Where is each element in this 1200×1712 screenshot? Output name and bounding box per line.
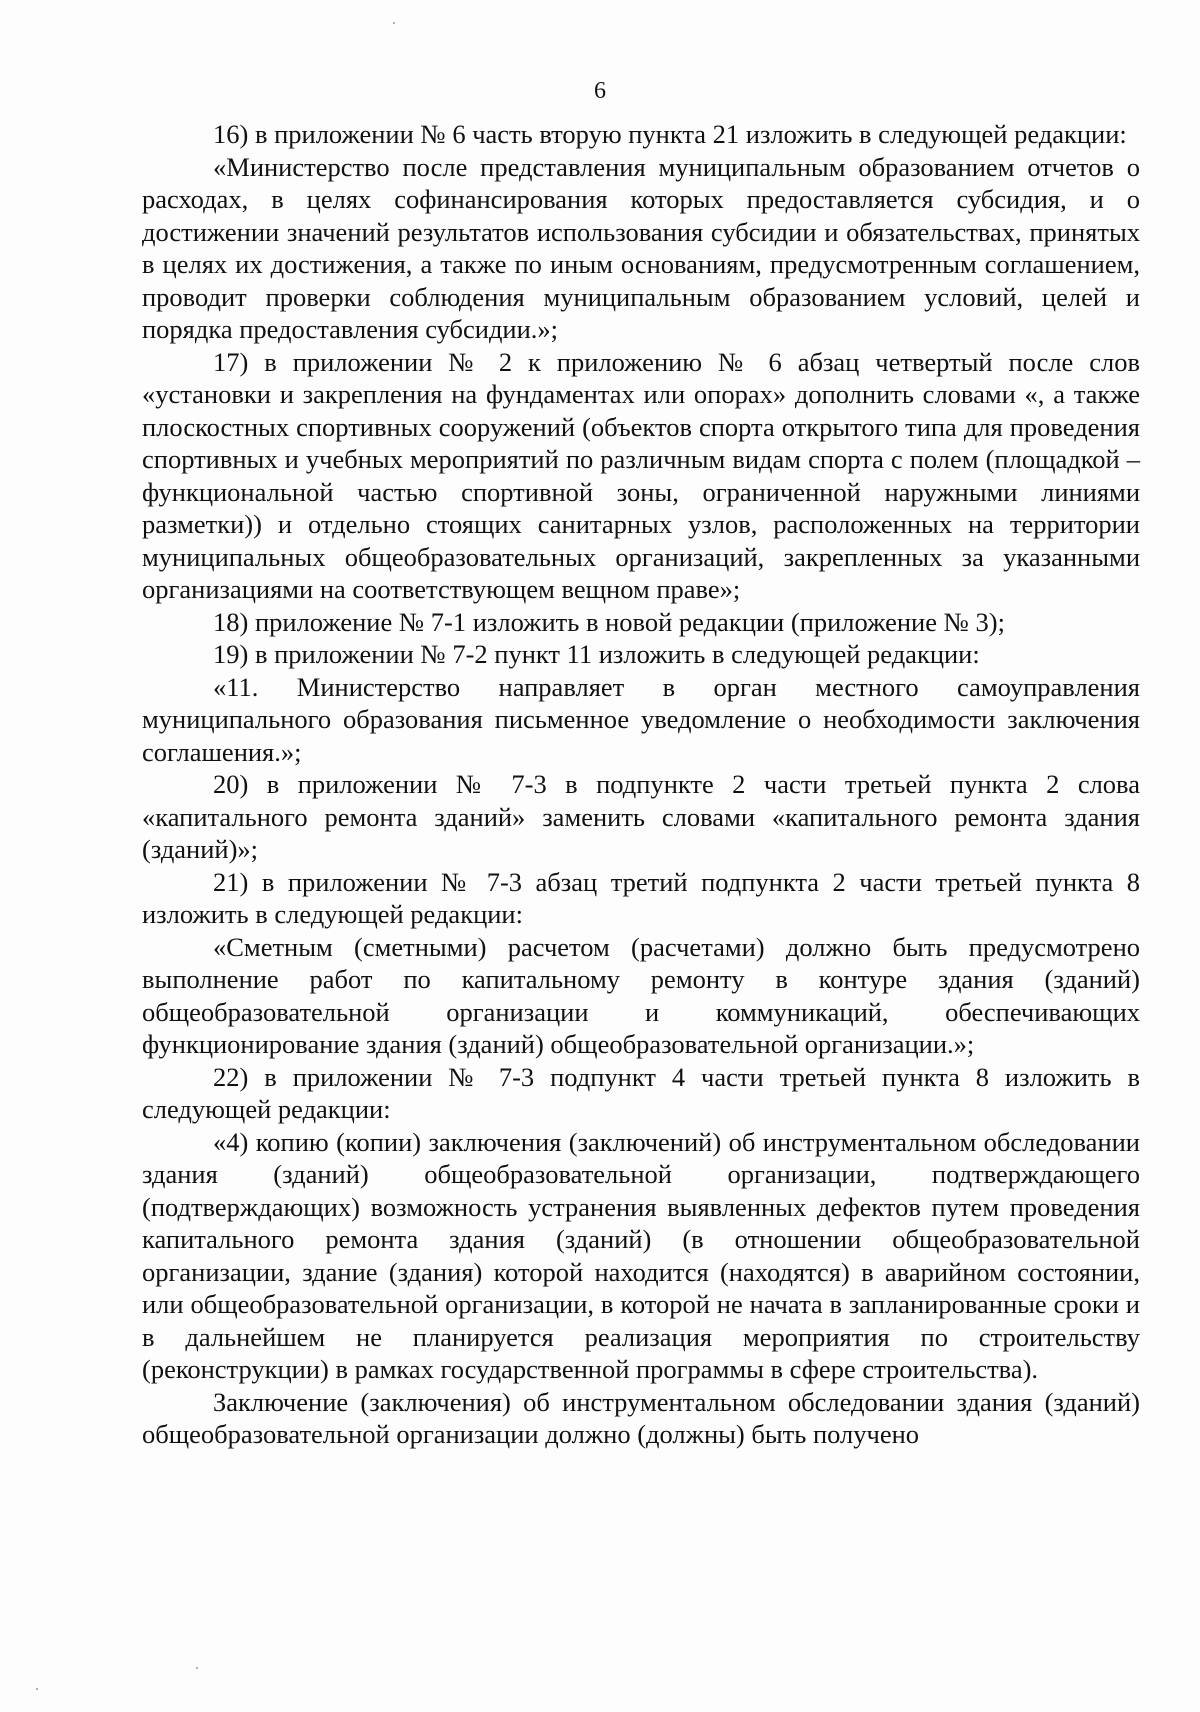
scan-speck: [36, 1688, 38, 1690]
paragraph-item-20: 20) в приложении № 7-3 в подпункте 2 части третьей пункта 2 слова «капитального ремонта зданий» заменить словами «капитального ремонта здания (зданий)»;: [142, 769, 1140, 864]
scan-speck: [196, 1667, 198, 1669]
paragraph-item-16: 16) в приложении № 6 часть вторую пункта 21 изложить в следующей редакции:: [213, 119, 1127, 149]
paragraph-item-22: 22) в приложении № 7-3 подпункт 4 части третьей пункта 8 изложить в следующей редакции:: [142, 1061, 1140, 1124]
paragraph-quote-subpoint-4: «4) копию (копии) заключения (заключений) об инструментальном обследовании здания (зданий) общеобразовательной организации, подтверждающего (подтверждающих) возможность устранения выявленных дефектов путем проведения капитального ремонта здания (зданий) (в отношении общеобразовательной организации, здание (здания) которой находится (находятся) в аварийном состоянии, или общеобразовательной организации, в которой не начата в запланированные сроки и в дальнейшем не планируется реализация мероприятия по строительству (реконструкции) в рамках государственной программы в сфере строительства).: [142, 1126, 1140, 1384]
paragraph-quote-estimate: «Сметным (сметными) расчетом (расчетами) должно быть предусмотрено выполнение работ по капитальному ремонту в контуре здания (зданий) общеобразовательной организации и коммуникаций, обеспечивающих функционирование здания (зданий) общеобразовательной организации.»;: [142, 931, 1140, 1059]
paragraph-conclusion: Заключение (заключения) об инструментальном обследовании здания (зданий) общеобразовательной организации должно (должны) быть получено: [142, 1386, 1140, 1449]
document-body: [142, 118, 1140, 1451]
paragraph-item-21: 21) в приложении № 7-3 абзац третий подпункта 2 части третьей пункта 8 изложить в следующей редакции:: [142, 866, 1140, 929]
paragraph-quote-ministry-checks: «Министерство после представления муниципальным образованием отчетов о расходах, в целях софинансирования которых предоставляется субсидия, и о достижении значений результатов использования субсидии и обязательствах, принятых в целях их достижения, а также по иным основаниям, предусмотренным соглашением, проводит проверки соблюдения муниципальным образованием условий, целей и порядка предоставления субсидии.»;: [142, 151, 1140, 344]
page-number: 6: [594, 78, 606, 104]
paragraph-item-17: 17) в приложении № 2 к приложению № 6 абзац четвертый после слов «установки и закрепления на фундаментах или опорах» дополнить словами «, а также плоскостных спортивных сооружений (объектов спорта открытого типа для проведения спортивных и учебных мероприятий по различным видам спорта с полем (площадкой – функциональной частью спортивной зоны, ограниченной наружными линиями разметки)) и отдельно стоящих санитарных узлов, расположенных на территории муниципальных общеобразовательных организаций, закрепленных за указанными организациями на соответствующем вещном праве»;: [142, 346, 1140, 604]
paragraph-item-18: 18) приложение № 7-1 изложить в новой редакции (приложение № 3);: [213, 606, 1005, 637]
scan-speck: [393, 22, 395, 24]
paragraph-item-19: 19) в приложении № 7-2 пункт 11 изложить в следующей редакции:: [213, 639, 980, 669]
paragraph-quote-point-11: «11. Министерство направляет в орган местного самоуправления муниципального образования письменное уведомление о необходимости заключения соглашения.»;: [142, 671, 1140, 767]
